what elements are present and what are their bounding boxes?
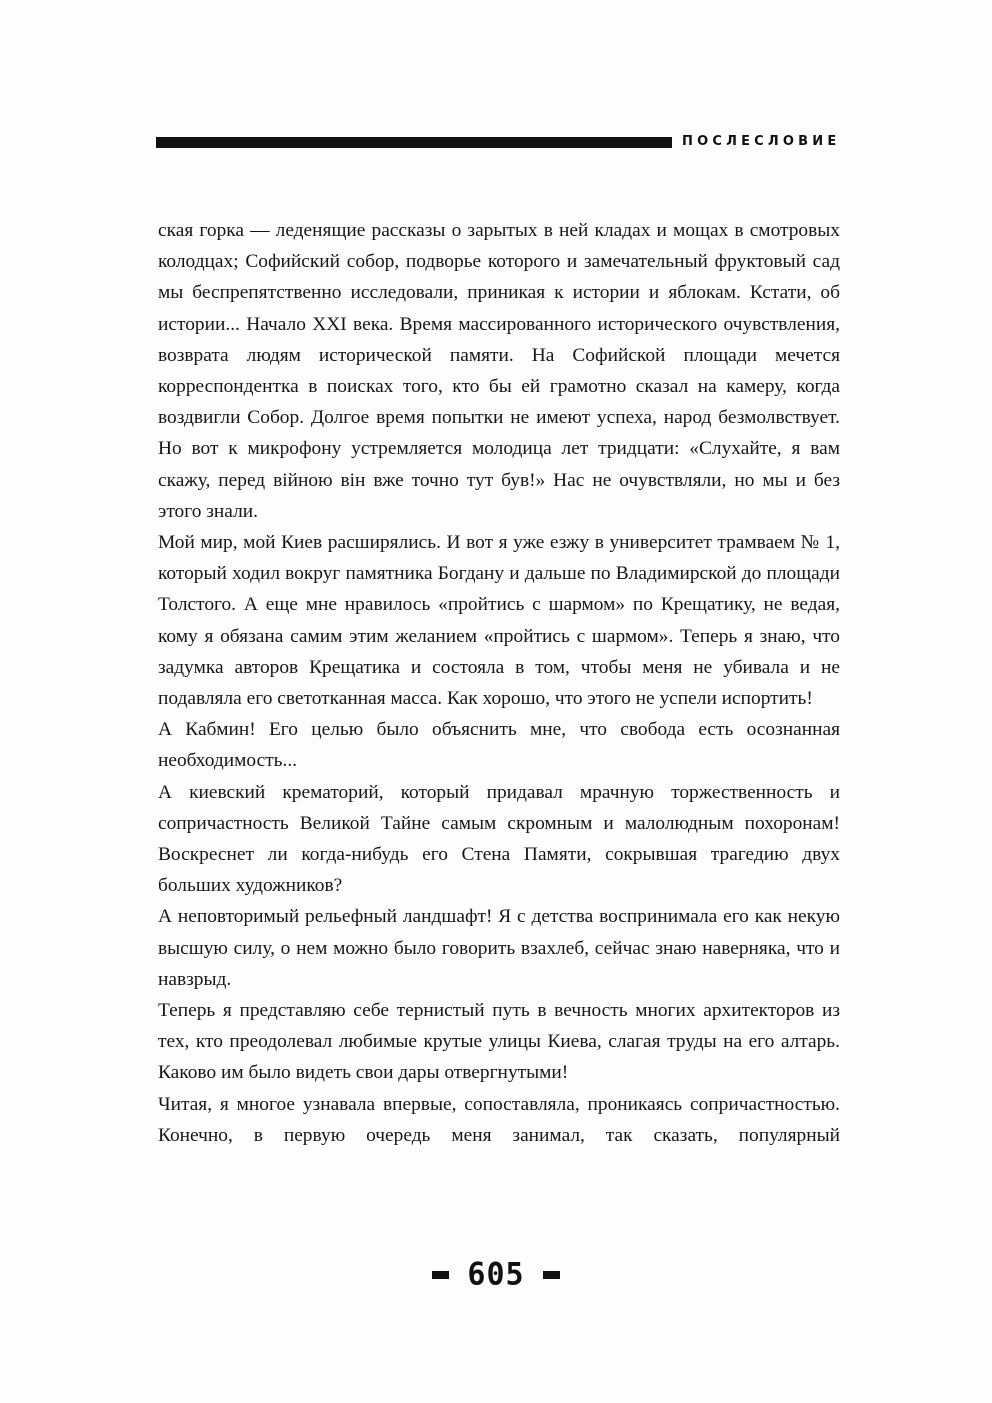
paragraph: А киевский крематорий, который придавал мрачную торжественность и сопричастность Великой Тайне самым скромным и малолюдным похоронам! Воскреснет ли когда-нибудь его Стена Памяти, сокрывшая трагедию двух больших художников? [158,781,840,897]
paragraph: Мой мир, мой Киев расширялись. И вот я уже езжу в университет трамваем № 1, который ходил вокруг памятника Богдану и дальше по Владимирской до площади Толстого. А еще мне нравилось «пройтись с шармом» по Крещатику, не ведая, кому я обязана самим этим желанием «пройтись с шармом». Теперь я знаю, что задумка авторов Крещатика и состояла в том, чтобы меня не убивала и не подавляла его светотканная масса. Как хорошо, что этого не успели испортить! [158,532,840,710]
paragraph-continued: Читая, я многое узнавала впервые, сопоставляла, проникаясь сопричастностью. Конечно, в первую очередь меня занимал, так сказать, популярный [158,1093,840,1146]
paragraph: А неповторимый рельефный ландшафт! Я с детства воспринимала его как некую высшую силу, о нем можно было говорить взахлеб, сейчас знаю наверняка, что и навзрыд. [158,906,840,990]
paragraph: А Кабмин! Его целью было объяснить мне, что свобода есть осознанная необходимость... [158,719,840,772]
header-rule [156,137,672,148]
paragraph: ская горка — леденящие рассказы о зарытых в ней кладах и мощах в смотровых колодцах; Софийский собор, подворье которого и замечательный фруктовый сад мы беспрепятственно исследовали, приникая к истории и яблокам. Кстати, об истории... Начало XXI века. Время массированного исторического очувствления, возврата людям исторической памяти. На Софийской площади мечется корреспондентка в поисках того, кто бы ей грамотно сказал на камеру, когда воздвигли Собор. Долгое время попытки не имеют успеха, народ безмолвствует. Но вот к микрофону устремляется молодица лет тридцати: «Слухайте, я вам скажу, перед війною він вже точно тут був!» Нас не очувствляли, но мы и без этого знали. [158,220,840,522]
paragraph: Теперь я представляю себе тернистый путь в вечность многих архитекторов из тех, кто преодолевал любимые крутые улицы Киева, слагая труды на его алтарь. Каково им было видеть свои дары отвергнутыми! [158,1000,840,1084]
page-number-right-bar [543,1271,560,1279]
page-number-block [0,1258,992,1292]
page-number-left-bar [432,1271,449,1279]
page-number: 605 [467,1256,525,1293]
running-header: ПОСЛЕСЛОВИЕ [682,134,841,149]
body-text [158,215,840,1151]
